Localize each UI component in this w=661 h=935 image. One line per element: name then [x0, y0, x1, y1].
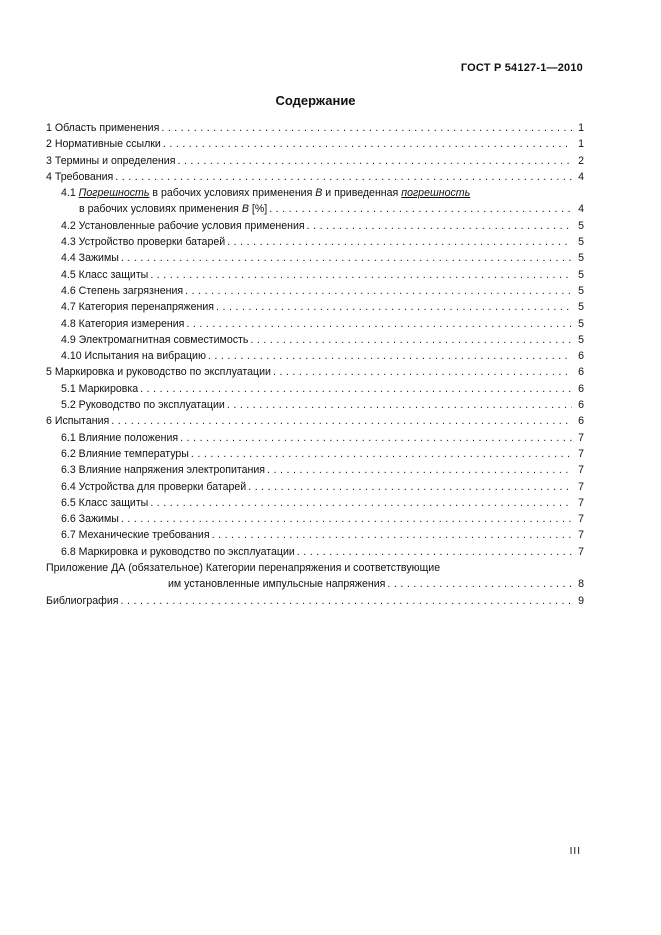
dot-leader: [186, 319, 572, 332]
toc-entry-symbol: В: [315, 187, 323, 200]
toc-entry-continuation[interactable]: [46, 201, 584, 217]
toc-title: Содержание: [275, 93, 356, 108]
toc-entry[interactable]: [46, 153, 584, 169]
toc-entry-page: 5: [578, 301, 584, 314]
toc-entry-page: 5: [578, 268, 584, 281]
toc-entry-label: 4.10 Испытания на вибрацию: [61, 350, 206, 363]
toc-entry-page: 5: [578, 236, 584, 249]
dot-leader: [307, 221, 572, 234]
toc-entry-label: 6.7 Механические требования: [61, 529, 210, 542]
toc-entry[interactable]: [46, 430, 584, 446]
toc-entry-label: 6.5 Класс защиты: [61, 496, 149, 509]
toc-entry-page: 7: [578, 513, 584, 526]
dot-leader: [267, 466, 572, 479]
dot-leader: [163, 140, 572, 153]
toc-entry-label: 6.6 Зажимы: [61, 513, 119, 526]
toc-entry-label: 4.7 Категория перенапряжения: [61, 301, 215, 314]
dot-leader: [212, 531, 572, 544]
toc-entry[interactable]: [46, 283, 584, 299]
toc-entry-page: 5: [578, 219, 584, 232]
toc-entry[interactable]: [46, 169, 584, 185]
toc-entry[interactable]: [46, 381, 584, 397]
toc-entry-page: 5: [578, 317, 584, 330]
toc-entry[interactable]: [46, 234, 584, 250]
toc-entry-label: 5 Маркировка и руководство по эксплуатации: [46, 366, 271, 379]
toc-entry-text: в рабочих условиях применения: [79, 203, 242, 216]
toc-entry-symbol: В: [241, 203, 249, 216]
toc-entry-label: 4.9 Электромагнитная совместимость: [61, 333, 249, 346]
dot-leader: [140, 384, 572, 397]
toc-entry[interactable]: [46, 250, 584, 266]
toc-entry[interactable]: [46, 511, 584, 527]
toc-entry[interactable]: [46, 332, 584, 348]
toc-entry[interactable]: [46, 495, 584, 511]
toc-entry-page: 5: [578, 252, 584, 265]
dot-leader: [297, 547, 572, 560]
toc-entry-label: 3 Термины и определения: [46, 154, 176, 167]
dot-leader: [208, 351, 572, 364]
toc-entry-label: 6.1 Влияние положения: [61, 431, 179, 444]
toc-entry[interactable]: [46, 593, 584, 609]
toc-entry-label: 2 Нормативные ссылки: [46, 138, 161, 151]
dot-leader: [111, 417, 572, 430]
dot-leader: [150, 270, 572, 283]
toc-entry-multiline[interactable]: Приложение ДА (обязательное) Категории перенапряжения и соответствующие: [46, 562, 441, 575]
dot-leader: [121, 514, 572, 527]
toc-entry[interactable]: [46, 544, 584, 560]
toc-entry-multiline[interactable]: [46, 185, 584, 201]
toc-entry-page: 5: [578, 333, 584, 346]
toc-entry-label: [79, 201, 267, 217]
dot-leader: [227, 400, 572, 413]
toc-entry-page: 7: [578, 464, 584, 477]
toc-entry[interactable]: [46, 446, 584, 462]
dot-leader: [121, 254, 572, 267]
dot-leader: [387, 580, 572, 593]
toc-entry-page: 6: [578, 350, 584, 363]
toc-entry-label: 6.8 Маркировка и руководство по эксплуатации: [61, 545, 295, 558]
toc-entry-label: 5.1 Маркировка: [61, 382, 139, 395]
toc-entry-page: 1: [578, 122, 584, 134]
toc-entry-page: 7: [578, 431, 584, 444]
toc-entry-label: 5.2 Руководство по эксплуатации: [61, 399, 225, 412]
toc-entry-page: 6: [578, 382, 584, 395]
toc-entry-page: 8: [578, 578, 584, 591]
toc-entry[interactable]: [46, 316, 584, 332]
page-number: III: [569, 846, 581, 857]
toc-entry-term: Погрешность: [78, 187, 150, 200]
table-of-contents: [46, 120, 584, 609]
toc-entry-label: 4 Требования: [46, 170, 114, 183]
toc-entry-label: 6.3 Влияние напряжения электропитания: [61, 464, 266, 477]
toc-entry-term: погрешность: [401, 187, 471, 200]
toc-entry-page: 4: [578, 170, 584, 183]
toc-entry-page: 7: [578, 480, 584, 493]
toc-entry-continuation[interactable]: [46, 576, 584, 592]
toc-entry-label: 4.8 Категория измерения: [61, 317, 185, 330]
toc-entry-text: и приведенная: [322, 187, 402, 200]
toc-entry[interactable]: [46, 348, 584, 364]
toc-entry-text: [%]: [248, 203, 268, 216]
toc-entry-label: 4.2 Установленные рабочие условия применения: [61, 219, 305, 232]
toc-entry[interactable]: [46, 462, 584, 478]
toc-entry[interactable]: [46, 218, 584, 234]
dot-leader: [150, 498, 572, 511]
toc-entry[interactable]: [46, 413, 584, 429]
toc-entry-text: в рабочих условиях применения: [149, 187, 316, 200]
toc-entry-page: 6: [578, 366, 584, 379]
toc-entry-label: 1 Область применения: [46, 122, 160, 134]
toc-entry-page: 1: [578, 138, 584, 151]
toc-entry[interactable]: [46, 299, 584, 315]
dot-leader: [269, 205, 572, 218]
toc-entry-label: 4.4 Зажимы: [61, 252, 119, 265]
toc-entry-page: 2: [578, 154, 584, 167]
toc-entry[interactable]: [46, 120, 584, 136]
toc-entry-label: 6.4 Устройства для проверки батарей: [61, 480, 247, 493]
toc-entry[interactable]: [46, 136, 584, 152]
dot-leader: [185, 286, 572, 299]
toc-entry-page: 5: [578, 284, 584, 297]
toc-entry-page: 9: [578, 594, 584, 607]
toc-entry-page: 7: [578, 529, 584, 542]
toc-entry-label: 4.5 Класс защиты: [61, 268, 149, 281]
dot-leader: [120, 596, 572, 609]
toc-entry[interactable]: [46, 364, 584, 380]
document-number: ГОСТ Р 54127-1—2010: [460, 62, 583, 74]
toc-entry[interactable]: [46, 479, 584, 495]
dot-leader: [115, 172, 572, 185]
dot-leader: [216, 303, 572, 316]
toc-entry[interactable]: [46, 267, 584, 283]
toc-entry-label: Библиография: [46, 594, 119, 607]
toc-entry-label: 4.6 Степень загрязнения: [61, 284, 184, 297]
dot-leader: [250, 335, 572, 348]
toc-entry-label: 6.2 Влияние температуры: [61, 447, 189, 460]
toc-entry-page: 7: [578, 545, 584, 558]
toc-entry[interactable]: [46, 397, 584, 413]
toc-entry-page: 4: [578, 203, 584, 216]
toc-entry-page: 6: [578, 399, 584, 412]
dot-leader: [227, 237, 572, 250]
toc-entry-page: 6: [578, 415, 584, 428]
dot-leader: [177, 156, 572, 169]
toc-entry-label: 6 Испытания: [46, 415, 110, 428]
toc-entry-label: 4.3 Устройство проверки батарей: [61, 236, 226, 249]
toc-entry-label: им установленные импульсные напряжения: [168, 578, 386, 591]
dot-leader: [248, 482, 572, 495]
toc-entry-page: 7: [578, 447, 584, 460]
dot-leader: [180, 433, 572, 446]
toc-entry[interactable]: [46, 527, 584, 543]
dot-leader: [191, 449, 572, 462]
dot-leader: [161, 123, 572, 136]
toc-entry-number: 4.1: [61, 187, 79, 200]
dot-leader: [273, 368, 572, 381]
toc-entry-page: 7: [578, 496, 584, 509]
